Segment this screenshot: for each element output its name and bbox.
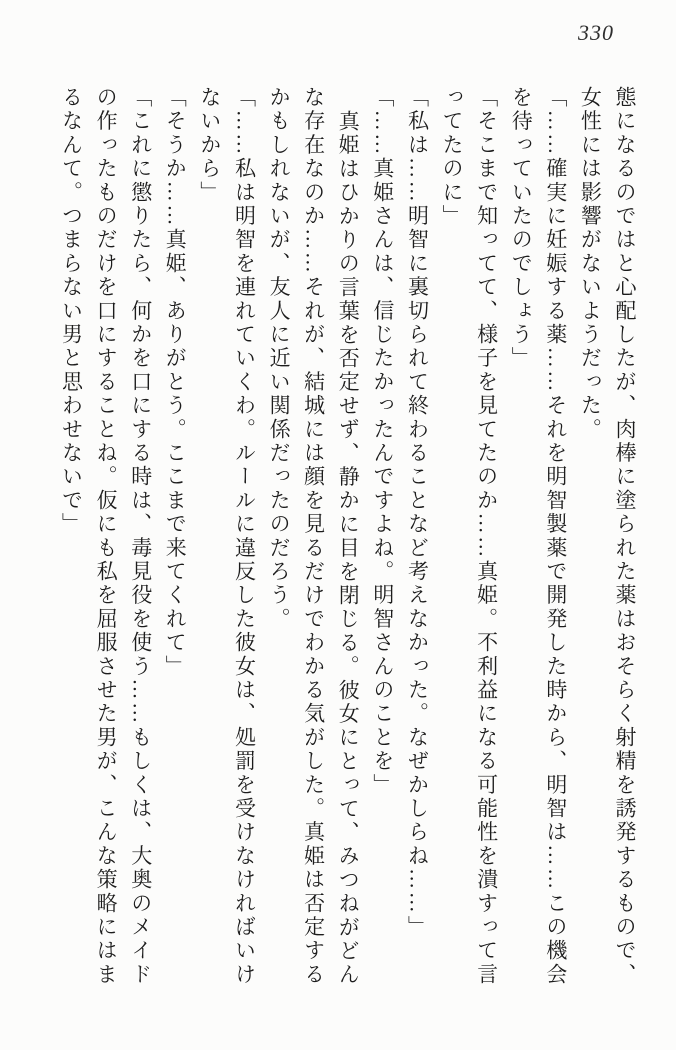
paragraph-4: 「私は……明智に裏切られて終わることなど考えなかった。なぜかしらね……」 [405, 86, 430, 940]
paragraph-1: 態になるのではと心配したが、肉棒に塗られた薬はおそらく射精を誘発するもので、女性には影響がないようだった。 [578, 86, 637, 987]
paragraph-5: 「……真姫さんは、信じたかったんですよね。明智さんのことを」 [370, 86, 395, 797]
paragraph-6: 真姫はひかりの言葉を否定せず、静かに目を閉じる。彼女にとって、みつねがどんな存在なのか……それが、結城には顔を見るだけでわかる気がした。真姫は否定するかもしれないが、友人に近い関係だったのだろう。 [267, 86, 361, 987]
page-number: 330 [578, 20, 614, 45]
page-text [54, 86, 642, 991]
paragraph-2: 「……確実に妊娠する薬……それを明智製薬で開発した時から、明智は……この機会を待っていたのでしょう」 [509, 86, 568, 987]
paragraph-8: 「そうか……真姫、ありがとう。ここまで来てくれて」 [163, 86, 188, 679]
paragraph-7: 「……私は明智を連れていくわ。ルールに違反した彼女は、処罰を受けなければいけないから」 [197, 86, 257, 987]
paragraph-9: 「これに懲りたら、何かを口にする時は、毒見役を使う……もしくは、大奥のメイドの作ったものだけを口にすることね。仮にも私を屈服させた男が、こんな策略にはまるなんて。つまらない男と思わせないで」 [59, 86, 153, 987]
paragraph-3: 「そこまで知ってて、様子を見てたのか……真姫。不利益になる可能性を潰すって言ってたのに」 [440, 86, 499, 987]
